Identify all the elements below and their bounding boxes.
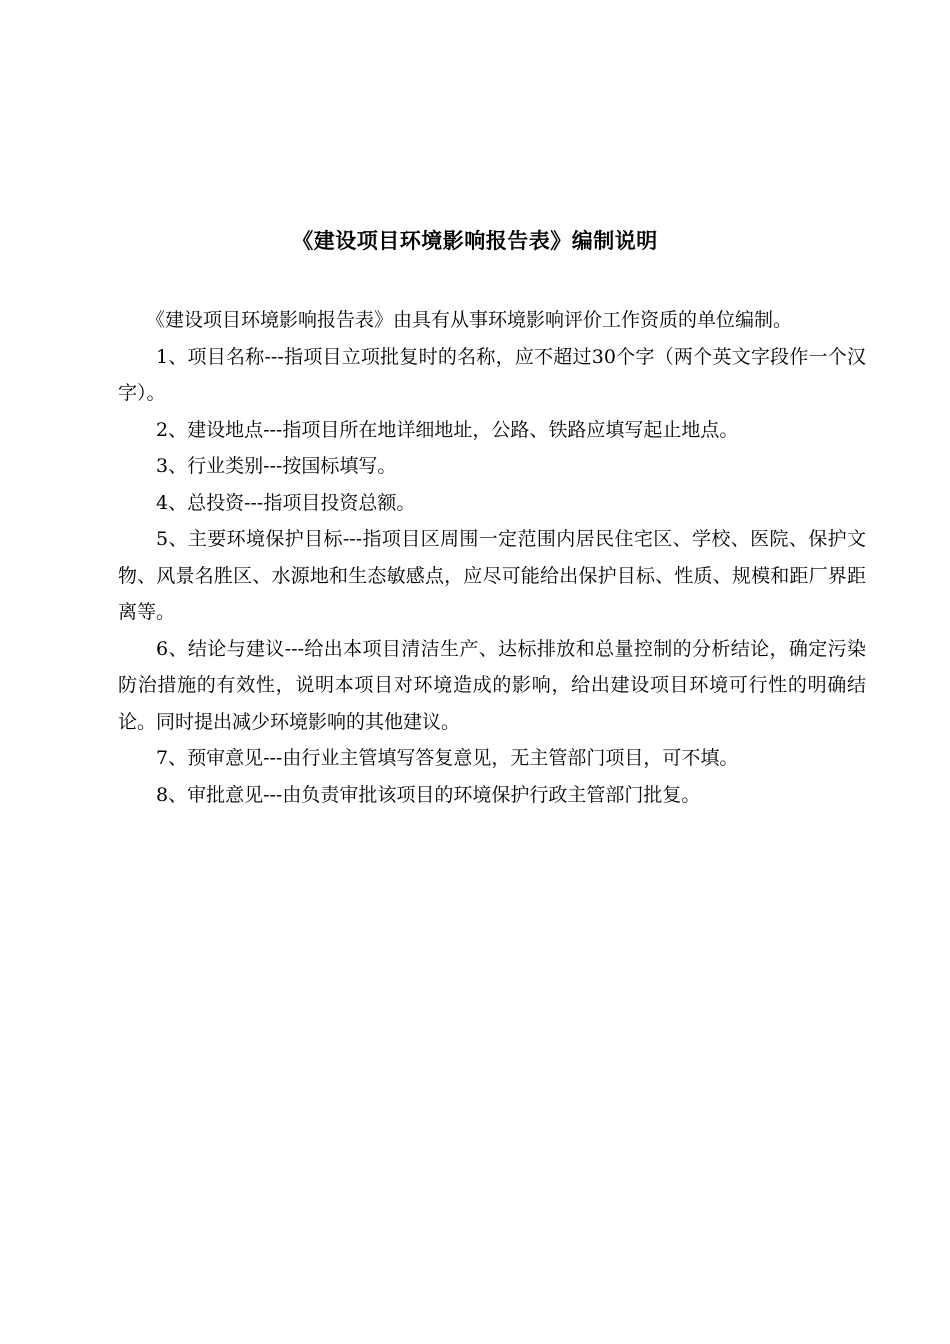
item-8-paragraph: 8、审批意见---由负责审批该项目的环境保护行政主管部门批复。 bbox=[156, 783, 701, 806]
item-7-paragraph: 7、预审意见---由行业主管填写答复意见，无主管部门项目，可不填。 bbox=[156, 747, 739, 769]
item-3-paragraph: 3、行业类别---按国标填写。 bbox=[156, 455, 397, 477]
intro-paragraph: 《建设项目环境影响报告表》由具有从事环境影响评价工作资质的单位编制。 bbox=[146, 309, 793, 331]
item-4-paragraph: 4、总投资---指项目投资总额。 bbox=[156, 491, 416, 514]
document-body bbox=[118, 302, 866, 813]
document-title: 《建设项目环境影响报告表》编制说明 bbox=[292, 229, 658, 253]
item-2-paragraph: 2、建设地点---指项目所在地详细地址，公路、铁路应填写起止地点。 bbox=[156, 418, 739, 441]
item-5-paragraph: 5、主要环境保护目标---指项目区周围一定范围内居民住宅区、学校、医院、保护文物、风景名胜区、水源地和生态敏感点，应尽可能给出保护目标、性质、规模和距厂界距离等。 bbox=[118, 528, 866, 623]
item-1-paragraph: 1、项目名称---指项目立项批复时的名称，应不超过30个字（两个英文字段作一个汉字）。 bbox=[118, 345, 866, 404]
item-6-paragraph: 6、结论与建议---给出本项目清洁生产、达标排放和总量控制的分析结论，确定污染防治措施的有效性，说明本项目对环境造成的影响，给出建设项目环境可行性的明确结论。同时提出减少环境影响的其他建议。 bbox=[118, 637, 866, 733]
